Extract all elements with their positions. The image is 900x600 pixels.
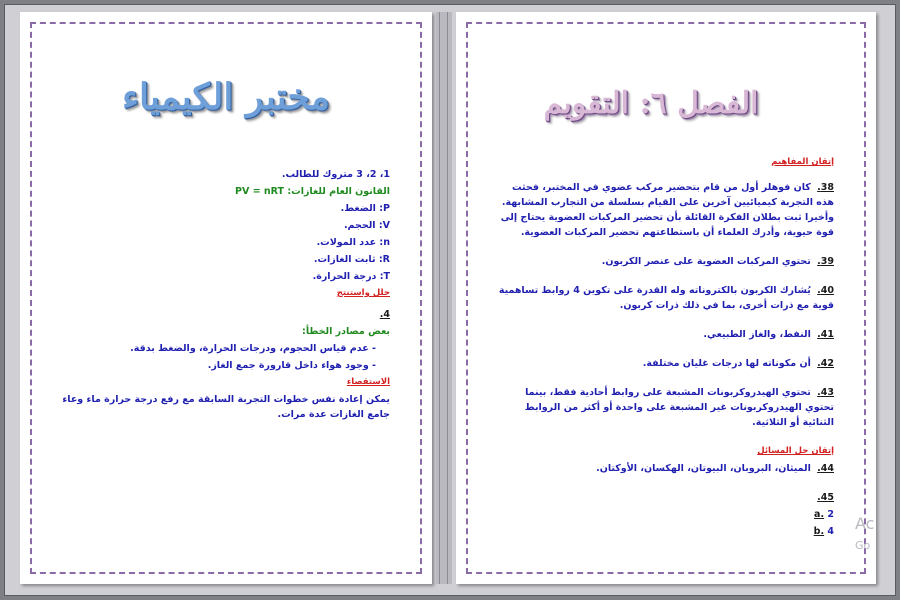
section-heading: الاستقصاء <box>346 377 390 387</box>
page-gutter <box>436 12 452 584</box>
text-line: P: الضغط. <box>340 203 390 214</box>
bullet-item: - عدم قياس الحجوم، ودرجات الحرارة، والضغط بدقة. <box>130 343 376 354</box>
sub-item-a: a. 2 <box>814 509 834 520</box>
text-line: n: عدد المولات. <box>316 237 390 248</box>
section-heading: إتقان حل المسائل <box>757 446 834 456</box>
item-number: 4. <box>379 309 390 320</box>
text-line: V: الحجم. <box>343 220 390 231</box>
text-paragraph: يمكن إعادة نفس خطوات التجربة السابقة مع رفع درجة حرارة ماء وعاء جامع الغازات عدة مرات. <box>62 394 390 420</box>
activation-watermark: Ac Go <box>855 514 875 552</box>
text-line: 1، 2، 3 متروك للطالب. <box>281 169 390 180</box>
text-line: T: درجة الحرارة. <box>312 271 390 282</box>
list-item: 42. أن مكوناته لها درجات غليان مختلفة. <box>642 358 834 369</box>
text-line: القانون العام للغازات: PV = nRT <box>235 186 390 197</box>
right-page-content <box>496 155 834 541</box>
left-page-title: مختبر الكيمياء <box>122 76 330 118</box>
list-item: 41. النفط، والغاز الطبيعي. <box>703 329 834 340</box>
list-item: 39. تحتوي المركبات العضوية على عنصر الكربون. <box>601 256 834 267</box>
right-page-title: الفصل ٦: التقويم <box>543 86 759 121</box>
list-item: 38. كان فوهلر أول من قام بتحضير مركب عضوي في المختبر، فحثت هذه التجربة كيميائيين آخرين على القيام بسلسلة من التجارب المشابهة. وأخيرا ثبت بطلان الفكرة القائلة بأن تحضير المركبات العضوية يحتاج إلى قوة حيوية، وأدرك العلماء أن باستطاعتهم تحضير المركبات العضوية. <box>500 182 834 238</box>
text-line: R: ثابت الغازات. <box>313 254 390 265</box>
text-line: بعض مصادر الخطأ: <box>302 326 390 337</box>
list-item: 43. تحتوي الهيدروكربونات المشبعة على روابط أحادية فقط، بينما تحتوي الهيدروكربونات غير المشبعة على واحدة أو أكثر من الروابط الثنائية أو الثلاثية. <box>524 387 834 428</box>
list-item: 40. يُشارك الكربون بالكتروناته وله القدرة على تكوين 4 روابط تساهمية قوية مع ذرات أخرى، بما في ذلك ذرات كربون. <box>498 285 834 311</box>
sub-item-b: b. 4 <box>813 526 834 537</box>
list-item: 45. <box>817 492 834 503</box>
left-page <box>20 12 432 584</box>
right-page <box>456 12 876 584</box>
left-page-content <box>52 167 390 424</box>
bullet-item: - وجود هواء داخل قارورة جمع الغاز. <box>207 360 376 371</box>
list-item: 44. الميثان، البروبان، البيوتان، الهكسان، الأوكتان. <box>596 463 834 474</box>
section-heading: حلل واستنتج <box>336 288 390 298</box>
section-heading: إتقان المفاهيم <box>771 157 834 167</box>
